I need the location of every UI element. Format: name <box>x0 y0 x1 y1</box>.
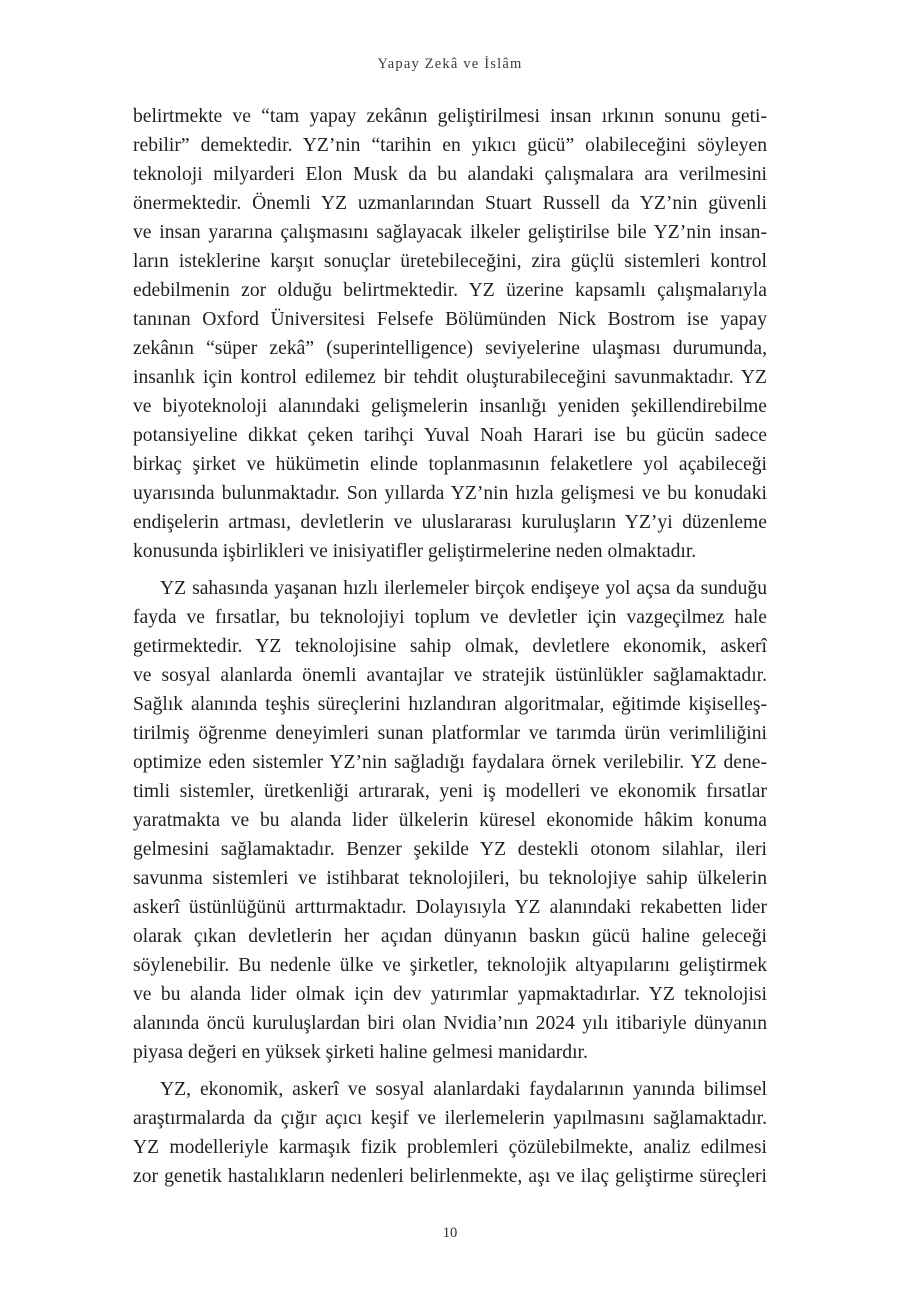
text-line: ve insan yararına çalışmasını sağlayacak ilkeler geliştirilse bile YZ’nin insan- <box>133 222 767 243</box>
text-line: ların isteklerine karşıt sonuçlar üretebileceğini, zira güçlü sistemleri kontrol <box>133 251 767 272</box>
text-line: Sağlık alanında teşhis süreçlerini hızlandıran algoritmalar, eğitimde kişiselleş- <box>133 694 767 715</box>
body-text <box>133 102 767 1191</box>
text-line: birkaç şirket ve hükümetin elinde toplanmasının felaketlere yol açabileceği <box>133 454 767 475</box>
text-line: alanında öncü kuruluşlardan biri olan Nvidia’nın 2024 yılı itibariyle dünyanın <box>133 1013 767 1034</box>
text-line: gelmesini sağlamaktadır. Benzer şekilde YZ destekli otonom silahlar, ileri <box>133 839 767 860</box>
text-line: YZ, ekonomik, askerî ve sosyal alanlardaki faydalarının yanında bilimsel <box>160 1079 767 1100</box>
paragraph-spacer <box>133 1067 767 1075</box>
text-line: rebilir” demektedir. YZ’nin “tarihin en yıkıcı gücü” olabileceğini söyleyen <box>133 135 767 156</box>
paragraph-3 <box>133 1075 767 1191</box>
text-line: fayda ve fırsatlar, bu teknolojiyi toplum ve devletler için vazgeçilmez hale <box>133 607 767 628</box>
text-line: timli sistemler, üretkenliği artırarak, yeni iş modelleri ve ekonomik fırsatlar <box>133 781 767 802</box>
text-line: konusunda işbirlikleri ve inisiyatifler geliştirmelerine neden olmaktadır. <box>133 541 697 562</box>
text-line: YZ sahasında yaşanan hızlı ilerlemeler birçok endişeye yol açsa da sunduğu <box>160 578 767 599</box>
paragraph-spacer <box>133 566 767 574</box>
running-header: Yapay Zekâ ve İslâm <box>377 56 523 72</box>
text-line: potansiyeline dikkat çeken tarihçi Yuval Noah Harari ise bu gücün sadece <box>133 425 767 446</box>
text-line: ve bu alanda lider olmak için dev yatırımlar yapmaktadırlar. YZ teknolojisi <box>133 984 767 1005</box>
text-line: YZ modelleriyle karmaşık fizik problemleri çözülebilmekte, analiz edilmesi <box>133 1137 767 1158</box>
text-line: savunma sistemleri ve istihbarat teknolojileri, bu teknolojiye sahip ülkelerin <box>133 868 767 889</box>
text-line: insanlık için kontrol edilemez bir tehdit oluşturabileceğini savunmaktadır. YZ <box>133 367 767 388</box>
text-line: zor genetik hastalıkların nedenleri belirlenmekte, aşı ve ilaç geliştirme süreçleri <box>133 1166 767 1187</box>
text-line: teknoloji milyarderi Elon Musk da bu alandaki çalışmalara ara verilmesini <box>133 164 767 185</box>
text-line: tanınan Oxford Üniversitesi Felsefe Bölümünden Nick Bostrom ise yapay <box>133 309 767 330</box>
text-line: getirmektedir. YZ teknolojisine sahip olmak, devletlere ekonomik, askerî <box>133 636 767 657</box>
text-line: tirilmiş öğrenme deneyimleri sunan platformlar ve tarımda ürün verimliliğini <box>133 723 767 744</box>
text-line: önermektedir. Önemli YZ uzmanlarından Stuart Russell da YZ’nin güvenli <box>133 193 767 214</box>
text-line: ve biyoteknoloji alanındaki gelişmelerin insanlığı yeniden şekillendirebilme <box>133 396 767 417</box>
page-number: 10 <box>442 1225 458 1241</box>
text-line: olarak çıkan devletlerin her açıdan dünyanın baskın gücü haline geleceği <box>133 926 767 947</box>
text-line: ve sosyal alanlarda önemli avantajlar ve stratejik üstünlükler sağlamaktadır. <box>133 665 767 686</box>
text-line: optimize eden sistemler YZ’nin sağladığı faydalara örnek verilebilir. YZ dene- <box>133 752 767 773</box>
text-line: araştırmalarda da çığır açıcı keşif ve ilerlemelerin yapılmasını sağlamaktadır. <box>133 1108 767 1129</box>
text-line: yaratmakta ve bu alanda lider ülkelerin küresel ekonomide hâkim konuma <box>133 810 767 831</box>
text-line: belirtmekte ve “tam yapay zekânın geliştirilmesi insan ırkının sonunu geti- <box>133 106 767 127</box>
text-line: söylenebilir. Bu nedenle ülke ve şirketler, teknolojik altyapılarını geliştirmek <box>133 955 767 976</box>
text-line: endişelerin artması, devletlerin ve uluslararası kuruluşların YZ’yi düzenleme <box>133 512 767 533</box>
text-line: uyarısında bulunmaktadır. Son yıllarda YZ’nin hızla gelişmesi ve bu konudaki <box>133 483 767 504</box>
paragraph-1 <box>133 102 767 566</box>
text-line: askerî üstünlüğünü arttırmaktadır. Dolayısıyla YZ alanındaki rekabetten lider <box>133 897 767 918</box>
paragraph-2 <box>133 574 767 1067</box>
text-line: piyasa değeri en yüksek şirketi haline gelmesi manidardır. <box>133 1042 588 1063</box>
text-line: zekânın “süper zekâ” (superintelligence) seviyelerine ulaşması durumunda, <box>133 338 767 359</box>
text-line: edebilmenin zor olduğu belirtmektedir. YZ üzerine kapsamlı çalışmalarıyla <box>133 280 767 301</box>
